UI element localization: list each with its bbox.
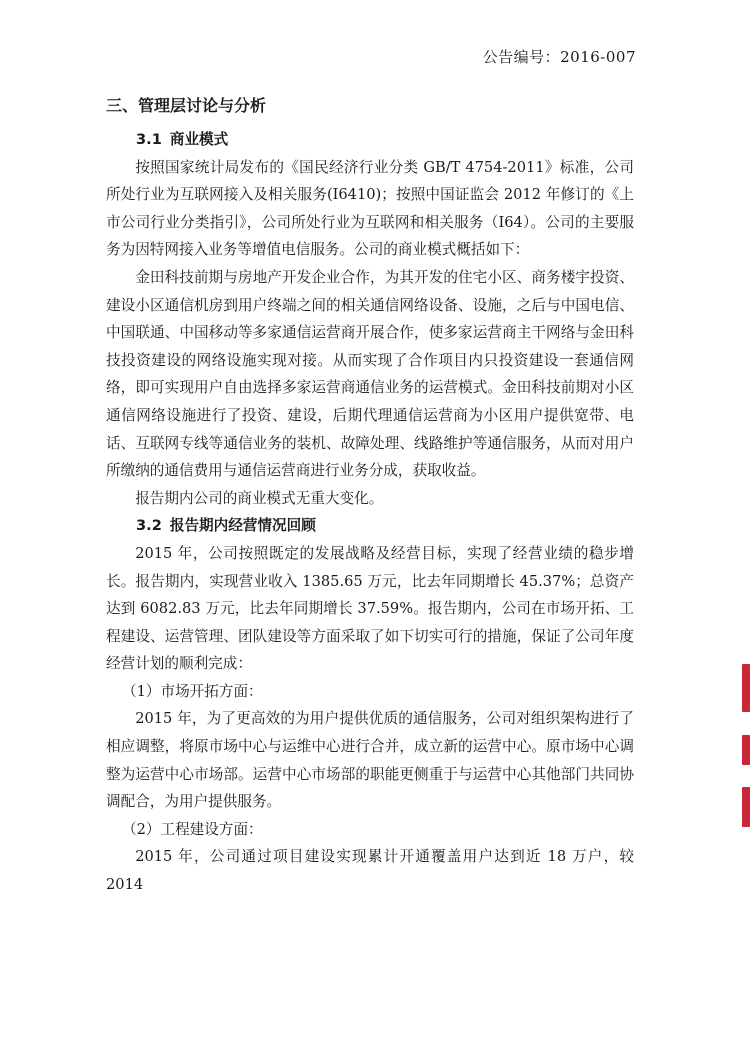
- paragraph: 2015 年，公司通过项目建设实现累计开通覆盖用户达到近 18 万户，较 2014: [106, 848, 634, 894]
- paragraph: 金田科技前期与房地产开发企业合作，为其开发的住宅小区、商务楼宇投资、建设小区通信机房到用户终端之间的相关通信网络设备、设施，之后与中国电信、中国联通、中国移动等多家通信运营商开展合作，使多家运营商主干网络与金田科技投资建设的网络设施实现对接。从而实现了合作项目内只投资建设一套通信网络，即可实现用户自由选择多家运营商通信业务的运营模式。金田科技前期对小区通信网络设施进行了投资、建设，后期代理通信运营商为小区用户提供宽带、电话、互联网专线等通信业务的装机、故障处理、线路维护等通信服务，从而对用户所缴纳的通信费用与通信运营商进行业务分成，获取收益。: [106, 268, 634, 480]
- list-item-heading: （2）工程建设方面：: [122, 820, 263, 838]
- subsection-label: 报告期内经营情况回顾: [169, 517, 316, 535]
- subsection-title-3-2: [106, 512, 634, 540]
- paragraph: 按照国家统计局发布的《国民经济行业分类 GB/T 4754-2011》标准，公司所处行业为互联网接入及相关服务(I6410)；按照中国证监会 2012 年修订的《上市公司行业分类指引》，公司所处行业为互联网和相关服务（I64）。公司的主要服务为因特网接入业务等增值电信服务。公司的商业模式概括如下：: [106, 158, 634, 259]
- subsection-title-3-1: [106, 126, 634, 154]
- paragraph: 报告期内公司的商业模式无重大变化。: [135, 489, 384, 507]
- subsection-label: 商业模式: [169, 131, 229, 148]
- seal-stamp-fragment: [742, 787, 750, 827]
- section-title: 三、管理层讨论与分析: [106, 96, 267, 115]
- paragraph: 2015 年，公司按照既定的发展战略及经营目标，实现了经营业绩的稳步增长。报告期内，实现营业收入 1385.65 万元，比去年同期增长 45.37%；总资产达到 6082.83 万元，比去年同期增长 37.59%。报告期内，公司在市场开拓、工程建设、运营管理、团队建设等方面采取了如下切实可行的措施，保证了公司年度经营计划的顺利完成：: [106, 544, 634, 673]
- notice-number: 公告编号：2016-007: [482, 48, 636, 66]
- seal-stamp-fragment: [742, 664, 750, 712]
- list-item-heading: （1）市场开拓方面：: [122, 682, 263, 700]
- subsection-number: 3.1: [136, 131, 162, 148]
- paragraph: 2015 年，为了更高效的为用户提供优质的通信服务，公司对组织架构进行了相应调整，将原市场中心与运维中心进行合并，成立新的运营中心。原市场中心调整为运营中心市场部。运营中心市场部的职能更侧重于与运营中心其他部门共同协调配合，为用户提供服务。: [106, 710, 634, 811]
- document-body: [106, 92, 634, 899]
- subsection-number: 3.2: [136, 517, 162, 535]
- seal-stamp-fragment: [742, 735, 750, 765]
